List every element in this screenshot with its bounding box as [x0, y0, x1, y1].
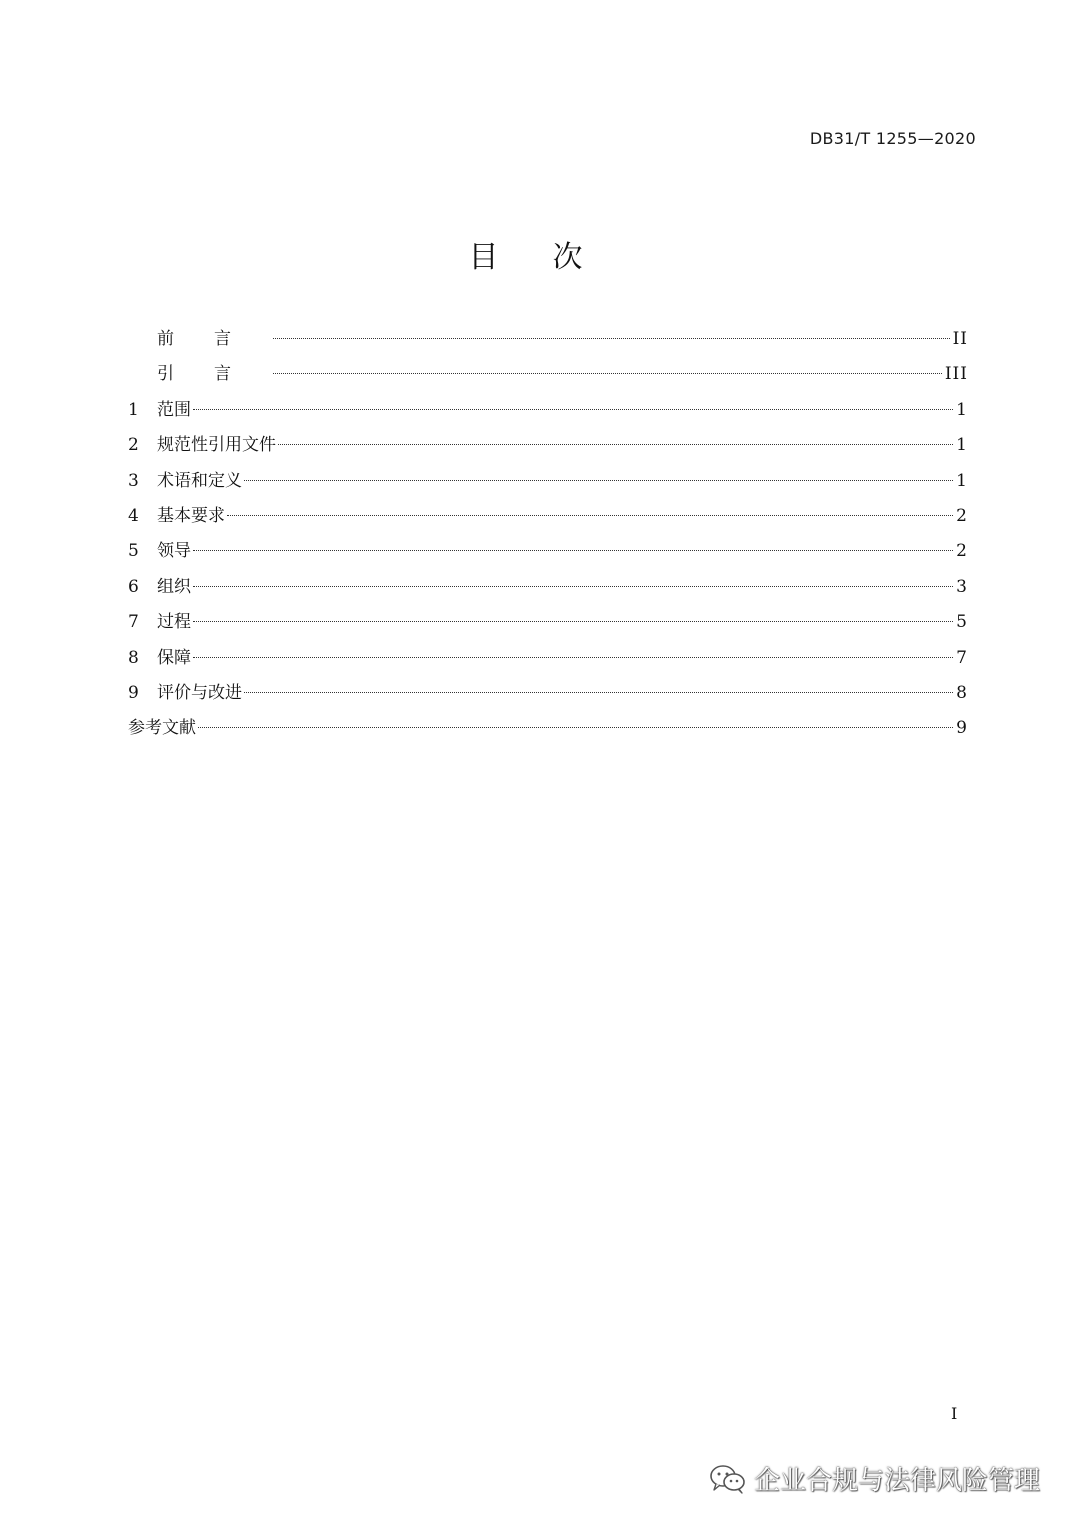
toc-entry[interactable] — [128, 464, 968, 499]
toc-leader-dots — [193, 657, 953, 658]
toc-entry-page: 9 — [956, 718, 968, 739]
toc-entry-label: 组织 — [157, 576, 191, 597]
toc-entry-number: 7 — [128, 612, 139, 633]
toc-leader-dots — [273, 338, 950, 339]
page-number: I — [951, 1404, 958, 1423]
watermark — [708, 1460, 1040, 1497]
toc-entry[interactable] — [128, 322, 968, 357]
toc-entry-label: 评价与改进 — [157, 682, 242, 703]
toc-entry-label: 基本要求 — [157, 505, 225, 526]
watermark-text: 企业合规与法律风险管理 — [754, 1466, 1041, 1496]
toc-entry[interactable] — [128, 534, 968, 569]
toc-entry[interactable] — [128, 499, 968, 534]
toc-entry-page: 1 — [956, 435, 968, 456]
toc-leader-dots — [244, 692, 953, 693]
toc-leader-dots — [244, 480, 953, 481]
toc-entry-page: 8 — [956, 682, 968, 703]
toc-leader-dots — [193, 621, 953, 622]
toc-title: 目次 — [468, 240, 637, 275]
toc-leader-dots — [193, 550, 953, 551]
toc-entry-page: 2 — [956, 541, 968, 562]
toc-entry[interactable] — [128, 428, 968, 463]
toc-entry-label: 术语和定义 — [157, 470, 242, 491]
toc-entry-number: 2 — [128, 435, 139, 456]
toc-entry[interactable] — [128, 711, 968, 746]
toc-entry-number: 3 — [128, 470, 139, 491]
toc-entry[interactable] — [128, 605, 968, 640]
toc-entry-number: 6 — [128, 576, 139, 597]
standard-code: DB31/T 1255—2020 — [809, 129, 976, 148]
toc-entry-page: 5 — [956, 612, 968, 633]
toc-entry-label: 引言 — [157, 364, 271, 385]
toc-entry-label: 参考文献 — [128, 718, 196, 739]
toc-entry-number: 5 — [128, 541, 139, 562]
toc-entry-number: 1 — [128, 399, 139, 420]
toc-entry-label: 过程 — [157, 612, 191, 633]
toc-leader-dots — [227, 515, 953, 516]
toc-entry[interactable] — [128, 393, 968, 428]
toc-entry-page: II — [952, 329, 968, 349]
toc-entry-page: 2 — [956, 505, 968, 526]
table-of-contents — [128, 322, 968, 747]
toc-leader-dots — [193, 586, 953, 587]
toc-entry-label: 规范性引用文件 — [157, 435, 276, 456]
toc-entry-page: 7 — [956, 647, 968, 668]
toc-entry[interactable] — [128, 641, 968, 676]
toc-entry[interactable] — [128, 357, 968, 392]
toc-leader-dots — [198, 727, 953, 728]
toc-entry-number: 9 — [128, 682, 139, 703]
toc-entry-page: 1 — [956, 399, 968, 420]
toc-entry-label: 领导 — [157, 541, 191, 562]
toc-entry-label: 范围 — [157, 399, 191, 420]
toc-entry-number: 4 — [128, 505, 139, 526]
toc-entry-number: 8 — [128, 647, 139, 668]
wechat-icon — [708, 1463, 748, 1495]
toc-leader-dots — [193, 409, 953, 410]
toc-entry[interactable] — [128, 676, 968, 711]
toc-entry-page: III — [944, 364, 968, 385]
toc-leader-dots — [278, 444, 953, 445]
toc-entry[interactable] — [128, 570, 968, 605]
toc-entry-label: 前言 — [157, 329, 271, 349]
toc-leader-dots — [273, 373, 942, 374]
toc-entry-page: 1 — [956, 470, 968, 491]
toc-entry-label: 保障 — [157, 647, 191, 668]
toc-entry-page: 3 — [956, 576, 968, 597]
